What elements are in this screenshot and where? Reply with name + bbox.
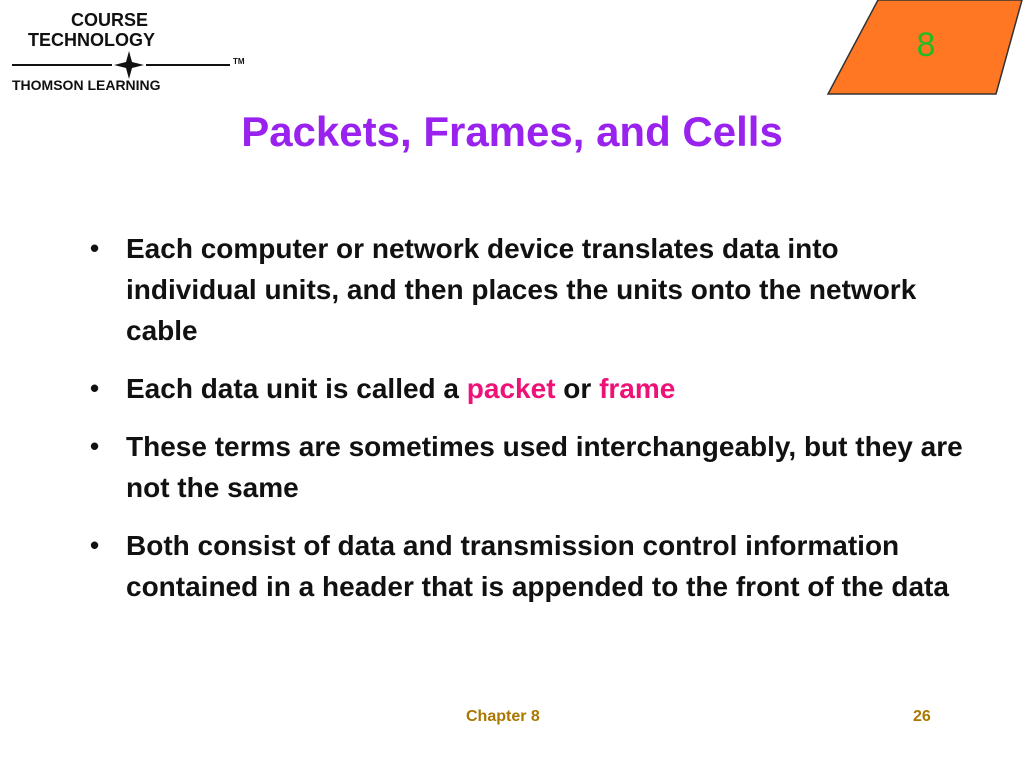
bullet-dot-icon: • — [90, 233, 100, 263]
bullet-item — [90, 368, 970, 409]
bullet-item — [90, 525, 970, 607]
bullet-text-prefix: Each data unit is called a — [126, 373, 467, 404]
logo-technology-text: TECHNOLOGY — [28, 30, 156, 50]
bullet-dot-icon: • — [90, 530, 100, 560]
bullet-text: Each computer or network device translates data into individual units, and then places the units onto the network cable — [126, 233, 917, 346]
bullet-text: Both consist of data and transmission control information contained in a header that is appended to the front of the data — [126, 530, 949, 602]
bullet-text-connector: or — [555, 373, 600, 404]
chapter-badge-number: 8 — [916, 26, 936, 64]
logo-thomson-learning-text: THOMSON LEARNING — [12, 77, 161, 93]
term-frame: frame — [599, 373, 676, 404]
star-icon — [8, 50, 248, 80]
logo-star-divider — [8, 50, 248, 80]
bullet-dot-icon: • — [90, 431, 100, 461]
slide-title: Packets, Frames, and Cells — [241, 108, 783, 155]
bullet-text: These terms are sometimes used interchangeably, but they are not the same — [126, 431, 963, 503]
bullet-list — [90, 228, 970, 624]
logo-course-text: COURSE — [71, 10, 149, 30]
bullet-item — [90, 228, 970, 351]
term-packet: packet — [466, 373, 556, 404]
course-technology-logo — [8, 8, 254, 94]
bullet-dot-icon: • — [90, 373, 100, 403]
footer-page-number: 26 — [913, 708, 931, 725]
footer-chapter-label: Chapter 8 — [466, 708, 540, 725]
logo-trademark: TM — [233, 57, 245, 66]
bullet-item — [90, 426, 970, 508]
chapter-badge — [826, 0, 1024, 96]
